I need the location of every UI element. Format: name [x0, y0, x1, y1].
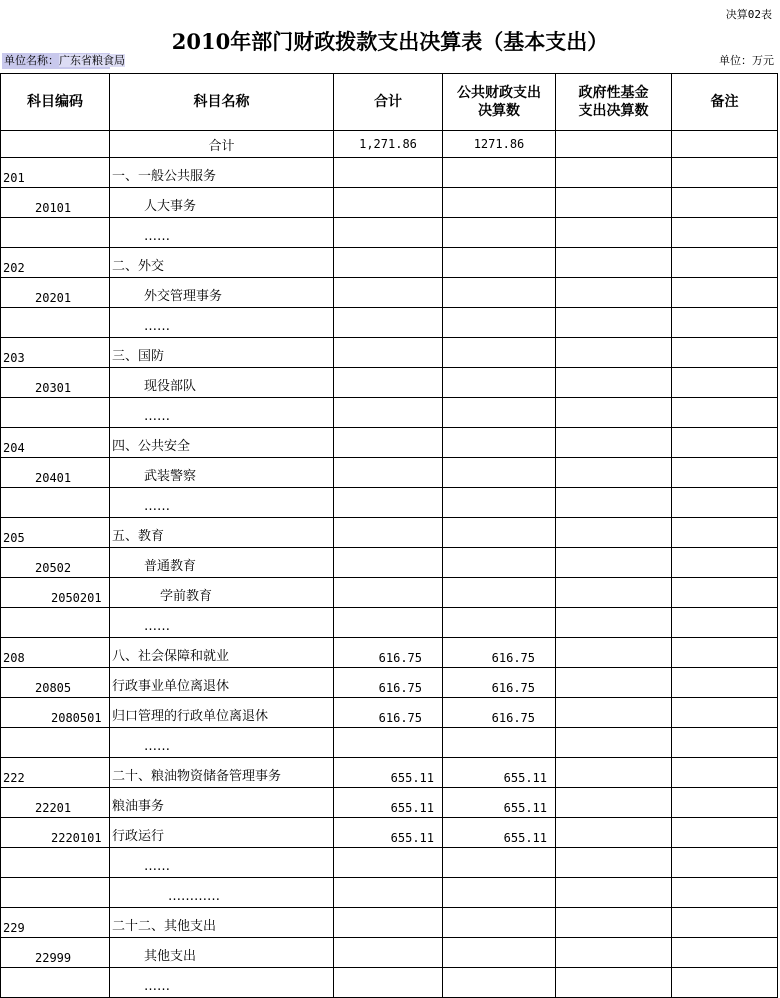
table-row [1, 668, 778, 698]
row-code-cell[interactable] [1, 218, 110, 248]
row-fund-cell[interactable] [556, 248, 672, 278]
row-public-cell[interactable] [443, 518, 556, 548]
total-code-cell[interactable] [1, 131, 110, 158]
table-row [1, 698, 778, 728]
header-row [1, 74, 778, 131]
row-code-cell[interactable] [1, 608, 110, 638]
row-remark-cell[interactable] [672, 608, 778, 638]
header-fund[interactable] [556, 74, 672, 131]
row-name-cell[interactable]: …… [110, 308, 334, 338]
row-name-cell[interactable]: 普通教育 [110, 548, 334, 578]
row-code-cell[interactable]: 20401 [1, 458, 110, 488]
unit-name-label: 单位名称： [4, 54, 59, 67]
row-remark-cell[interactable] [672, 188, 778, 218]
row-code-cell[interactable] [1, 878, 110, 908]
row-fund-cell[interactable] [556, 878, 672, 908]
row-remark-cell[interactable] [672, 638, 778, 668]
header-total[interactable]: 合计 [334, 74, 443, 131]
page-title: 2010年部门财政拨款支出决算表（基本支出） [171, 29, 609, 54]
row-fund-cell[interactable] [556, 158, 672, 188]
row-fund-cell[interactable] [556, 758, 672, 788]
row-code-cell[interactable] [1, 848, 110, 878]
row-code-cell[interactable] [1, 398, 110, 428]
row-code-cell[interactable]: 2220101 [1, 818, 110, 848]
row-total-cell[interactable] [334, 218, 443, 248]
total-public-cell[interactable]: 1271.86 [443, 131, 556, 158]
header-remark[interactable]: 备注 [672, 74, 778, 131]
row-public-cell[interactable] [443, 158, 556, 188]
row-name-cell[interactable]: 行政运行 [110, 818, 334, 848]
row-name-cell[interactable]: 人大事务 [110, 188, 334, 218]
table-row [1, 878, 778, 908]
row-public-cell[interactable]: 616.75 [443, 698, 556, 728]
row-code-cell[interactable]: 204 [1, 428, 110, 458]
row-public-cell[interactable]: 655.11 [443, 758, 556, 788]
header-fund-line1: 政府性基金 [578, 85, 649, 101]
total-sum-cell[interactable]: 1,271.86 [334, 131, 443, 158]
row-code-cell[interactable]: 205 [1, 518, 110, 548]
row-name-cell[interactable]: …… [110, 398, 334, 428]
row-fund-cell[interactable] [556, 848, 672, 878]
row-code-cell[interactable]: 222 [1, 758, 110, 788]
row-remark-cell[interactable] [672, 578, 778, 608]
row-public-cell[interactable] [443, 488, 556, 518]
row-total-cell[interactable] [334, 608, 443, 638]
row-code-cell[interactable]: 20201 [1, 278, 110, 308]
table-row [1, 518, 778, 548]
row-remark-cell[interactable] [672, 968, 778, 998]
row-code-cell[interactable] [1, 308, 110, 338]
form-number: 决算02表 [725, 8, 772, 21]
row-fund-cell[interactable] [556, 338, 672, 368]
row-total-cell[interactable]: 616.75 [334, 668, 443, 698]
row-fund-cell[interactable] [556, 668, 672, 698]
row-total-cell[interactable] [334, 188, 443, 218]
row-public-cell[interactable] [443, 398, 556, 428]
row-public-cell[interactable] [443, 878, 556, 908]
table-row [1, 818, 778, 848]
row-code-cell[interactable]: 201 [1, 158, 110, 188]
row-name-cell[interactable]: 现役部队 [110, 368, 334, 398]
row-fund-cell[interactable] [556, 398, 672, 428]
row-name-cell[interactable]: 一、一般公共服务 [110, 158, 334, 188]
row-total-cell[interactable] [334, 428, 443, 458]
table-row [1, 728, 778, 758]
row-code-cell[interactable]: 202 [1, 248, 110, 278]
header-fund-line2: 支出决算数 [578, 103, 649, 119]
row-public-cell[interactable] [443, 848, 556, 878]
row-fund-cell[interactable] [556, 308, 672, 338]
row-public-cell[interactable]: 655.11 [443, 818, 556, 848]
row-public-cell[interactable] [443, 338, 556, 368]
unit-name-value: 广东省粮食局 [59, 54, 125, 67]
row-public-cell[interactable] [443, 188, 556, 218]
row-remark-cell[interactable] [672, 938, 778, 968]
row-code-cell[interactable]: 20805 [1, 668, 110, 698]
row-fund-cell[interactable] [556, 608, 672, 638]
row-name-cell[interactable]: …… [110, 848, 334, 878]
row-public-cell[interactable] [443, 908, 556, 938]
table-row [1, 308, 778, 338]
table-row [1, 578, 778, 608]
row-remark-cell[interactable] [672, 338, 778, 368]
row-remark-cell[interactable] [672, 278, 778, 308]
table-row [1, 638, 778, 668]
row-remark-cell[interactable] [672, 248, 778, 278]
row-remark-cell[interactable] [672, 518, 778, 548]
row-name-cell[interactable]: 三、国防 [110, 338, 334, 368]
row-code-cell[interactable]: 22999 [1, 938, 110, 968]
row-remark-cell[interactable] [672, 458, 778, 488]
row-fund-cell[interactable] [556, 578, 672, 608]
row-name-cell[interactable]: 二十、粮油物资储备管理事务 [110, 758, 334, 788]
row-public-cell[interactable] [443, 368, 556, 398]
row-fund-cell[interactable] [556, 908, 672, 938]
row-remark-cell[interactable] [672, 668, 778, 698]
row-public-cell[interactable]: 655.11 [443, 788, 556, 818]
row-total-cell[interactable] [334, 968, 443, 998]
row-name-cell[interactable]: 外交管理事务 [110, 278, 334, 308]
table-row [1, 938, 778, 968]
row-total-cell[interactable] [334, 848, 443, 878]
row-total-cell[interactable] [334, 158, 443, 188]
row-total-cell[interactable]: 616.75 [334, 698, 443, 728]
row-public-cell[interactable]: 616.75 [443, 668, 556, 698]
table-row [1, 248, 778, 278]
row-code-cell[interactable] [1, 968, 110, 998]
total-remark-cell[interactable] [672, 131, 778, 158]
row-total-cell[interactable]: 655.11 [334, 788, 443, 818]
row-fund-cell[interactable] [556, 458, 672, 488]
table-row [1, 218, 778, 248]
table-row [1, 188, 778, 218]
table-row [1, 848, 778, 878]
row-fund-cell[interactable] [556, 188, 672, 218]
row-code-cell[interactable]: 20301 [1, 368, 110, 398]
row-remark-cell[interactable] [672, 308, 778, 338]
table-row [1, 458, 778, 488]
row-fund-cell[interactable] [556, 968, 672, 998]
total-name-cell[interactable]: 合计 [110, 131, 334, 158]
row-total-cell[interactable] [334, 308, 443, 338]
row-remark-cell[interactable] [672, 878, 778, 908]
table-row [1, 758, 778, 788]
row-fund-cell[interactable] [556, 788, 672, 818]
row-fund-cell[interactable] [556, 428, 672, 458]
row-fund-cell[interactable] [556, 368, 672, 398]
row-remark-cell[interactable] [672, 548, 778, 578]
row-public-cell[interactable] [443, 938, 556, 968]
row-name-cell[interactable]: 五、教育 [110, 518, 334, 548]
table-row [1, 488, 778, 518]
row-name-cell[interactable]: 四、公共安全 [110, 428, 334, 458]
row-total-cell[interactable] [334, 338, 443, 368]
row-remark-cell[interactable] [672, 368, 778, 398]
row-code-cell[interactable] [1, 728, 110, 758]
table-row [1, 788, 778, 818]
table-row [1, 398, 778, 428]
row-fund-cell[interactable] [556, 278, 672, 308]
table-row [1, 338, 778, 368]
row-fund-cell[interactable] [556, 728, 672, 758]
table-row [1, 368, 778, 398]
row-total-cell[interactable]: 655.11 [334, 758, 443, 788]
currency-unit: 单位：万元 [719, 54, 774, 67]
row-remark-cell[interactable] [672, 158, 778, 188]
row-public-cell[interactable] [443, 428, 556, 458]
row-name-cell[interactable]: …… [110, 968, 334, 998]
row-remark-cell[interactable] [672, 788, 778, 818]
header-name[interactable]: 科目名称 [110, 74, 334, 131]
table-row [1, 548, 778, 578]
row-code-cell[interactable]: 2080501 [1, 698, 110, 728]
unit-name-cell[interactable] [2, 53, 125, 69]
row-total-cell[interactable] [334, 248, 443, 278]
row-code-cell[interactable]: 208 [1, 638, 110, 668]
total-row [1, 131, 778, 158]
row-public-cell[interactable] [443, 728, 556, 758]
row-name-cell[interactable]: 粮油事务 [110, 788, 334, 818]
row-fund-cell[interactable] [556, 938, 672, 968]
row-code-cell[interactable]: 20502 [1, 548, 110, 578]
row-total-cell[interactable] [334, 398, 443, 428]
row-remark-cell[interactable] [672, 848, 778, 878]
row-total-cell[interactable] [334, 578, 443, 608]
header-public-line2: 决算数 [478, 103, 520, 119]
row-code-cell[interactable]: 203 [1, 338, 110, 368]
row-code-cell[interactable]: 20101 [1, 188, 110, 218]
row-public-cell[interactable] [443, 608, 556, 638]
total-fund-cell[interactable] [556, 131, 672, 158]
row-public-cell[interactable]: 616.75 [443, 638, 556, 668]
row-total-cell[interactable] [334, 278, 443, 308]
row-code-cell[interactable]: 22201 [1, 788, 110, 818]
row-name-cell[interactable]: 行政事业单位离退休 [110, 668, 334, 698]
row-total-cell[interactable] [334, 908, 443, 938]
row-total-cell[interactable] [334, 518, 443, 548]
row-name-cell[interactable]: 归口管理的行政单位离退休 [110, 698, 334, 728]
header-code[interactable]: 科目编码 [1, 74, 110, 131]
row-name-cell[interactable]: …… [110, 218, 334, 248]
row-remark-cell[interactable] [672, 818, 778, 848]
table-row [1, 968, 778, 998]
header-public-line1: 公共财政支出 [457, 85, 541, 101]
row-public-cell[interactable] [443, 308, 556, 338]
row-name-cell[interactable]: 八、社会保障和就业 [110, 638, 334, 668]
row-total-cell[interactable] [334, 368, 443, 398]
row-total-cell[interactable] [334, 728, 443, 758]
row-total-cell[interactable]: 616.75 [334, 638, 443, 668]
row-remark-cell[interactable] [672, 908, 778, 938]
row-name-cell[interactable]: …… [110, 608, 334, 638]
row-fund-cell[interactable] [556, 698, 672, 728]
row-total-cell[interactable] [334, 938, 443, 968]
row-public-cell[interactable] [443, 458, 556, 488]
row-name-cell[interactable]: 其他支出 [110, 938, 334, 968]
row-remark-cell[interactable] [672, 218, 778, 248]
row-name-cell[interactable]: …… [110, 728, 334, 758]
row-name-cell[interactable]: 二十二、其他支出 [110, 908, 334, 938]
row-fund-cell[interactable] [556, 518, 672, 548]
row-public-cell[interactable] [443, 548, 556, 578]
row-remark-cell[interactable] [672, 428, 778, 458]
row-fund-cell[interactable] [556, 548, 672, 578]
row-name-cell[interactable]: …… [110, 488, 334, 518]
table-row [1, 908, 778, 938]
row-remark-cell[interactable] [672, 398, 778, 428]
row-fund-cell[interactable] [556, 218, 672, 248]
row-total-cell[interactable] [334, 458, 443, 488]
row-fund-cell[interactable] [556, 818, 672, 848]
row-code-cell[interactable]: 229 [1, 908, 110, 938]
row-total-cell[interactable] [334, 878, 443, 908]
budget-table [0, 73, 778, 998]
row-remark-cell[interactable] [672, 758, 778, 788]
table-row [1, 428, 778, 458]
row-code-cell[interactable] [1, 488, 110, 518]
row-name-cell[interactable]: ………… [110, 878, 334, 908]
row-total-cell[interactable] [334, 488, 443, 518]
row-name-cell[interactable]: 学前教育 [110, 578, 334, 608]
row-public-cell[interactable] [443, 248, 556, 278]
row-name-cell[interactable]: 二、外交 [110, 248, 334, 278]
header-public[interactable] [443, 74, 556, 131]
row-code-cell[interactable]: 2050201 [1, 578, 110, 608]
row-fund-cell[interactable] [556, 638, 672, 668]
table-row [1, 278, 778, 308]
row-public-cell[interactable] [443, 578, 556, 608]
row-remark-cell[interactable] [672, 488, 778, 518]
row-fund-cell[interactable] [556, 488, 672, 518]
row-public-cell[interactable] [443, 968, 556, 998]
row-name-cell[interactable]: 武装警察 [110, 458, 334, 488]
row-total-cell[interactable]: 655.11 [334, 818, 443, 848]
row-remark-cell[interactable] [672, 698, 778, 728]
table-row [1, 608, 778, 638]
row-total-cell[interactable] [334, 548, 443, 578]
table-row [1, 158, 778, 188]
row-remark-cell[interactable] [672, 728, 778, 758]
row-public-cell[interactable] [443, 218, 556, 248]
row-public-cell[interactable] [443, 278, 556, 308]
